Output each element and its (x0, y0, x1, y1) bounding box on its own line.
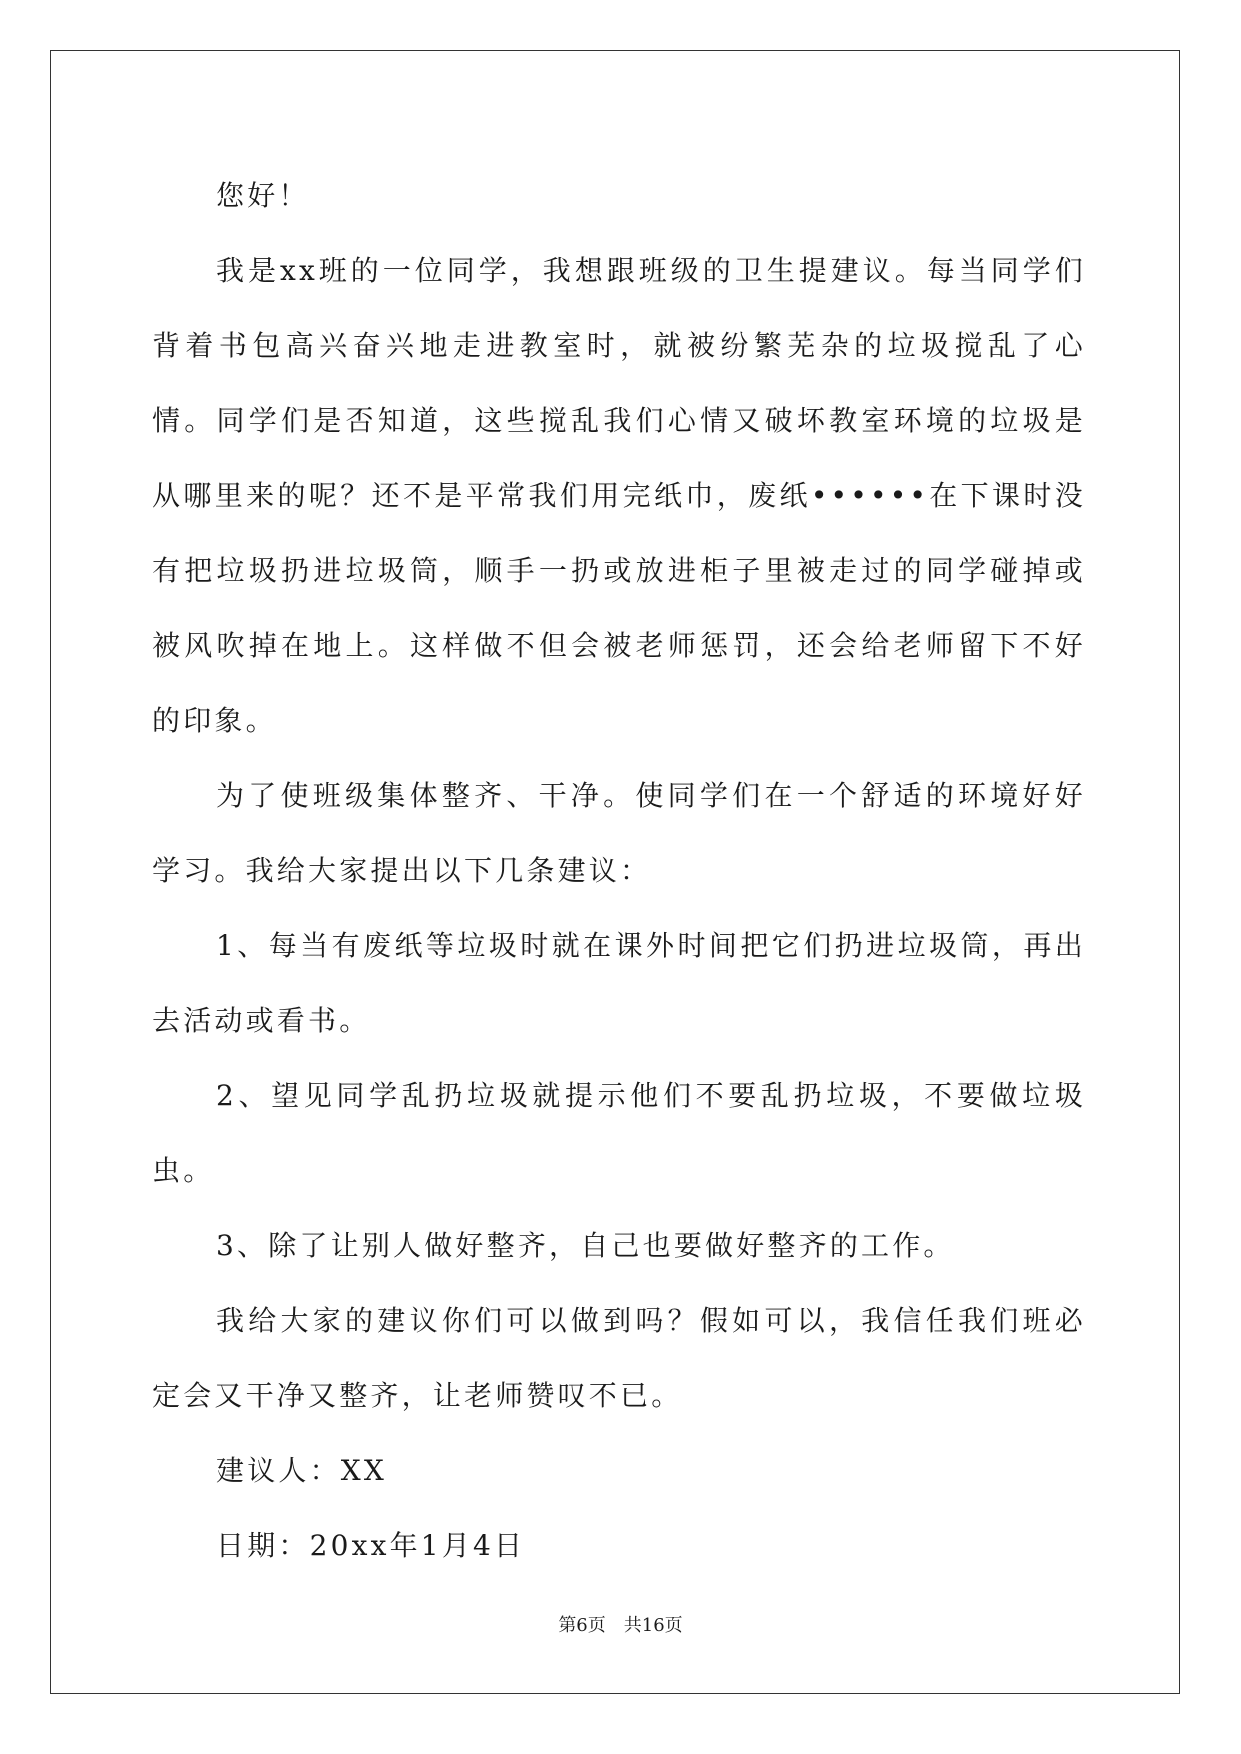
signature: 建议人：XX (216, 1454, 388, 1487)
page-number-total: 共16页 (623, 1615, 683, 1636)
suggestion-3: 3、除了让别人做好整齐，自己也要做好整齐的工作。 (216, 1229, 955, 1262)
suggestion-2: 2、望见同学乱扔垃圾就提示他们不要乱扔垃圾，不要做垃圾虫。 (152, 1079, 1086, 1187)
page-footer (0, 1614, 1241, 1638)
closing-paragraph: 我给大家的建议你们可以做到吗？假如可以，我信任我们班必定会又干净又整齐，让老师赞叹不已。 (152, 1304, 1086, 1412)
greeting: 您好！ (216, 179, 310, 212)
page-number-current: 第6页 (558, 1615, 606, 1636)
date: 日期：20xx年1月4日 (216, 1529, 526, 1562)
letter-body (152, 158, 1086, 1583)
paragraph-2: 为了使班级集体整齐、干净。使同学们在一个舒适的环境好好学习。我给大家提出以下几条建议： (152, 779, 1086, 887)
paragraph-1: 我是xx班的一位同学，我想跟班级的卫生提建议。每当同学们背着书包高兴奋兴地走进教室时，就被纷繁芜杂的垃圾搅乱了心情。同学们是否知道，这些搅乱我们心情又破坏教室环境的垃圾是从哪里来的呢？还不是平常我们用完纸巾，废纸••••••在下课时没有把垃圾扔进垃圾筒，顺手一扔或放进柜子里被走过的同学碰掉或被风吹掉在地上。这样做不但会被老师惩罚，还会给老师留下不好的印象。 (152, 254, 1086, 737)
suggestion-1: 1、每当有废纸等垃圾时就在课外时间把它们扔进垃圾筒，再出去活动或看书。 (152, 929, 1086, 1037)
